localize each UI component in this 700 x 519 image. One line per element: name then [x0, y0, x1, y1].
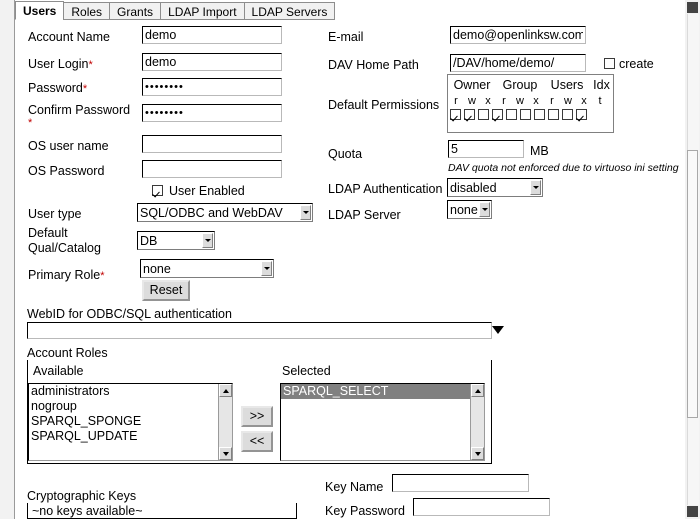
list-item[interactable]: SPARQL_SPONGE — [31, 414, 142, 428]
remove-role-button[interactable]: << — [241, 431, 273, 452]
chevron-down-icon[interactable] — [492, 326, 504, 334]
list-item[interactable]: administrators — [31, 384, 110, 398]
perm-flag-owner-w: w — [468, 95, 476, 107]
list-item[interactable]: SPARQL_SELECT — [281, 384, 484, 399]
perm-group-group: Group — [502, 77, 538, 92]
scroll-down-icon[interactable] — [219, 447, 232, 460]
permissions-group-header — [448, 75, 613, 94]
chevron-down-icon[interactable] — [479, 202, 490, 217]
primary-role-label: Primary Role* — [28, 268, 105, 282]
scroll-up-icon[interactable] — [471, 384, 484, 397]
required-marker: * — [82, 83, 88, 95]
reset-button[interactable]: Reset — [142, 280, 190, 301]
perm-flag-group-r: r — [502, 95, 506, 107]
ldap-authentication-label: LDAP Authentication — [328, 182, 443, 196]
tab-bar — [15, 0, 334, 20]
perm-checkbox-users-x[interactable] — [562, 109, 573, 120]
chevron-down-icon[interactable] — [202, 233, 213, 248]
perm-cell-users-x[interactable] — [560, 109, 574, 123]
perm-flag-group-w: w — [516, 95, 524, 107]
cryptographic-keys-panel — [27, 503, 297, 519]
primary-role-select[interactable] — [140, 259, 274, 278]
perm-checkbox-owner-w[interactable] — [464, 109, 475, 120]
available-roles-listbox[interactable] — [28, 383, 233, 461]
perm-flag-owner-x: x — [485, 95, 491, 107]
os-password-label: OS Password — [28, 164, 105, 178]
perm-cell-owner-w[interactable] — [462, 109, 476, 123]
permissions-flag-header — [448, 94, 613, 108]
default-permissions-table — [447, 74, 614, 133]
left-gutter — [0, 0, 14, 519]
perm-flag-users-r: r — [550, 95, 554, 107]
dav-home-path-label: DAV Home Path — [328, 58, 419, 72]
scroll-down-icon[interactable] — [471, 447, 484, 460]
key-password-label: Key Password — [325, 504, 405, 518]
perm-checkbox-users-w[interactable] — [548, 109, 559, 120]
user-enabled-label: User Enabled — [169, 184, 245, 198]
perm-cell-owner-x[interactable] — [476, 109, 490, 123]
account-roles-title: Account Roles — [27, 346, 112, 360]
perm-flag-users-w: w — [564, 95, 572, 107]
perm-checkbox-group-w[interactable] — [506, 109, 517, 120]
default-qual-label-line2: Qual/Catalog — [28, 241, 101, 255]
perm-cell-idx-t[interactable] — [574, 109, 588, 123]
list-item[interactable]: nogroup — [31, 399, 77, 413]
create-checkbox[interactable] — [604, 58, 615, 69]
dav-home-path-input[interactable] — [450, 54, 586, 72]
create-label: create — [619, 57, 654, 71]
user-login-label: User Login* — [28, 57, 93, 71]
perm-checkbox-idx-t[interactable] — [576, 109, 587, 120]
tab-ldap-servers[interactable]: LDAP Servers — [244, 2, 336, 20]
account-name-label: Account Name — [28, 30, 110, 44]
perm-cell-owner-r[interactable] — [448, 109, 462, 123]
selected-label: Selected — [282, 364, 331, 378]
ldap-server-label: LDAP Server — [328, 208, 401, 222]
webid-label: WebID for ODBC/SQL authentication — [27, 307, 232, 321]
tab-grants[interactable]: Grants — [109, 2, 161, 20]
required-marker: * — [100, 270, 105, 282]
scroll-up-icon[interactable] — [219, 384, 232, 397]
user-type-value: SQL/ODBC and WebDAV — [140, 205, 283, 220]
os-user-name-label: OS user name — [28, 139, 109, 153]
chevron-down-icon[interactable] — [261, 261, 272, 276]
perm-checkbox-owner-x[interactable] — [478, 109, 489, 120]
email-input[interactable] — [450, 26, 586, 44]
perm-flag-owner-r: r — [454, 95, 458, 107]
primary-role-value: none — [143, 261, 171, 276]
user-type-label: User type — [28, 207, 82, 221]
perm-cell-users-w[interactable] — [546, 109, 560, 123]
confirm-password-label: Confirm Password — [28, 103, 131, 117]
email-label: E-mail — [328, 30, 364, 44]
required-marker: * — [88, 59, 93, 71]
quota-input[interactable] — [448, 140, 524, 158]
left-frame-border — [14, 0, 15, 519]
default-qual-value: DB — [140, 233, 158, 248]
tab-users[interactable]: Users — [15, 1, 64, 20]
user-type-select[interactable] — [137, 203, 313, 222]
account-name-input[interactable] — [142, 26, 282, 44]
default-qual-label-line1: Default — [28, 226, 68, 240]
confirm-password-required-marker: * — [28, 117, 33, 129]
perm-flag-idx-t: t — [598, 95, 602, 107]
perm-checkbox-owner-r[interactable] — [450, 109, 461, 120]
ldap-authentication-select[interactable] — [447, 178, 543, 197]
perm-checkbox-users-r[interactable] — [534, 109, 545, 120]
chevron-down-icon[interactable] — [300, 205, 311, 220]
key-name-input[interactable] — [392, 474, 529, 492]
perm-checkbox-group-r[interactable] — [492, 109, 503, 120]
cryptographic-keys-empty-text: ~no keys available~ — [32, 504, 143, 518]
os-user-name-input[interactable] — [142, 135, 282, 153]
user-enabled-checkbox[interactable] — [152, 185, 163, 196]
tab-ldap-import[interactable]: LDAP Import — [160, 2, 244, 20]
key-password-input[interactable] — [413, 498, 550, 516]
chevron-down-icon[interactable] — [530, 180, 541, 195]
quota-label: Quota — [328, 147, 363, 161]
webid-input[interactable] — [27, 322, 492, 339]
tab-roles[interactable]: Roles — [63, 2, 110, 20]
ldap-authentication-value: disabled — [450, 180, 497, 195]
quota-note: DAV quota not enforced due to virtuoso ini setting — [448, 162, 679, 174]
page-scrollbar-thumb[interactable] — [687, 150, 698, 418]
perm-flag-users-x: x — [581, 95, 587, 107]
default-permissions-label: Default Permissions — [328, 98, 440, 112]
password-label: Password* — [28, 81, 88, 95]
ldap-server-value: none — [450, 202, 478, 217]
key-name-label: Key Name — [325, 480, 384, 494]
perm-group-idx: Idx — [593, 77, 610, 92]
confirm-password-input[interactable] — [142, 104, 282, 122]
cryptographic-keys-title: Cryptographic Keys — [27, 489, 140, 503]
available-label: Available — [33, 364, 84, 378]
scroll-down-icon[interactable] — [687, 506, 698, 517]
perm-checkbox-group-x[interactable] — [520, 109, 531, 120]
scroll-up-icon[interactable] — [687, 2, 698, 13]
user-login-input[interactable] — [142, 53, 282, 71]
perm-cell-group-r[interactable] — [490, 109, 504, 123]
os-password-input[interactable] — [142, 160, 282, 178]
ldap-server-select[interactable] — [447, 200, 492, 219]
quota-unit-label: MB — [530, 144, 549, 158]
perm-cell-group-w[interactable] — [504, 109, 518, 123]
available-roles-scrollbar[interactable] — [218, 384, 232, 460]
selected-roles-scrollbar[interactable] — [470, 384, 484, 460]
list-item[interactable]: SPARQL_UPDATE — [31, 429, 138, 443]
permissions-checkbox-row — [448, 108, 613, 123]
page-scrollbar[interactable] — [685, 0, 700, 519]
perm-group-users: Users — [550, 77, 584, 92]
perm-flag-group-x: x — [533, 95, 539, 107]
default-qual-catalog-select[interactable] — [137, 231, 215, 250]
selected-roles-listbox[interactable] — [280, 383, 485, 461]
perm-cell-users-r[interactable] — [532, 109, 546, 123]
add-role-button[interactable]: >> — [241, 406, 273, 427]
perm-group-owner: Owner — [453, 77, 491, 92]
password-input[interactable] — [142, 78, 282, 96]
perm-cell-group-x[interactable] — [518, 109, 532, 123]
